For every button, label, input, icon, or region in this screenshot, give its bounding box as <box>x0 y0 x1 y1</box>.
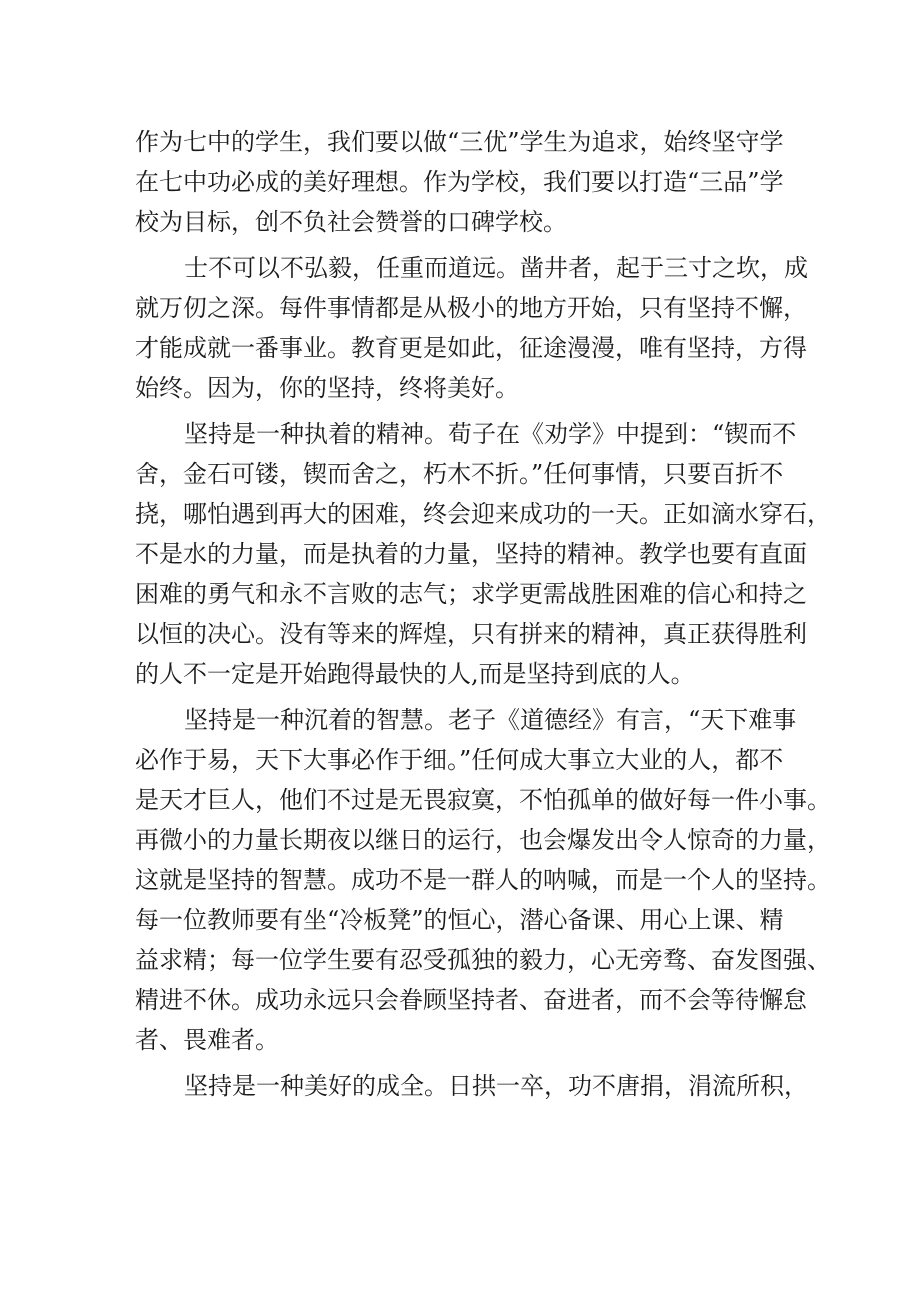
paragraph-5 <box>135 1066 807 1106</box>
text-line: 作为七中的学生，我们要以做“三优”学生为追求，始终坚守学 <box>135 128 784 156</box>
text-line: 在七中功必成的美好理想。作为学校，我们要以打造“三品”学 <box>135 168 784 196</box>
text-line: 士不可以不弘毅，任重而道远。凿井者，起于三寸之坎，成 <box>184 254 808 282</box>
text-line: 这就是坚持的智慧。成功不是一群人的呐喊，而是一个人的坚持。 <box>135 866 831 894</box>
text-line: 挠，哪怕遇到再大的困难，终会迎来成功的一天。正如滴水穿石， <box>135 500 831 528</box>
text-line: 校为目标，创不负社会赞誉的口碑学校。 <box>135 208 567 236</box>
body-text <box>135 122 831 1112</box>
text-line: 始终。因为，你的坚持，终将美好。 <box>135 374 519 402</box>
paragraph-3 <box>135 414 831 694</box>
paragraph-1 <box>135 122 807 242</box>
text-line: 不是水的力量，而是执着的力量，坚持的精神。教学也要有直面 <box>135 540 807 568</box>
text-line: 精进不休。成功永远只会眷顾坚持者、奋进者，而不会等待懈怠 <box>135 986 807 1014</box>
text-line: 坚持是一种美好的成全。日拱一卒，功不唐捐，涓流所积， <box>184 1072 808 1100</box>
text-line: 者、畏难者。 <box>135 1026 279 1054</box>
text-line: 的人不一定是开始跑得最快的人,而是坚持到底的人。 <box>135 660 695 688</box>
text-line: 必作于易，天下大事必作于细。”任何成大事立大业的人，都不 <box>135 746 784 774</box>
text-line: 就万仞之深。每件事情都是从极小的地方开始，只有坚持不懈， <box>135 294 807 322</box>
text-line: 坚持是一种执着的精神。荀子在《劝学》中提到：“锲而不 <box>184 420 797 448</box>
text-line: 是天才巨人，他们不过是无畏寂寞，不怕孤单的做好每一件小事。 <box>135 786 831 814</box>
text-line: 再微小的力量长期夜以继日的运行，也会爆发出令人惊奇的力量， <box>135 826 831 854</box>
text-line: 坚持是一种沉着的智慧。老子《道德经》有言，“天下难事 <box>184 706 797 734</box>
paragraph-2 <box>135 248 807 408</box>
text-line: 舍，金石可镂，锲而舍之，朽木不折。”任何事情，只要百折不 <box>135 460 784 488</box>
text-line: 困难的勇气和永不言败的志气；求学更需战胜困难的信心和持之 <box>135 580 807 608</box>
text-line: 益求精；每一位学生要有忍受孤独的毅力，心无旁骛、奋发图强、 <box>135 946 831 974</box>
paragraph-4 <box>135 700 831 1060</box>
text-line: 每一位教师要有坐“冷板凳”的恒心，潜心备课、用心上课、精 <box>135 906 784 934</box>
text-line: 以恒的决心。没有等来的辉煌，只有拼来的精神，真正获得胜利 <box>135 620 807 648</box>
text-line: 才能成就一番事业。教育更是如此，征途漫漫，唯有坚持，方得 <box>135 334 807 362</box>
